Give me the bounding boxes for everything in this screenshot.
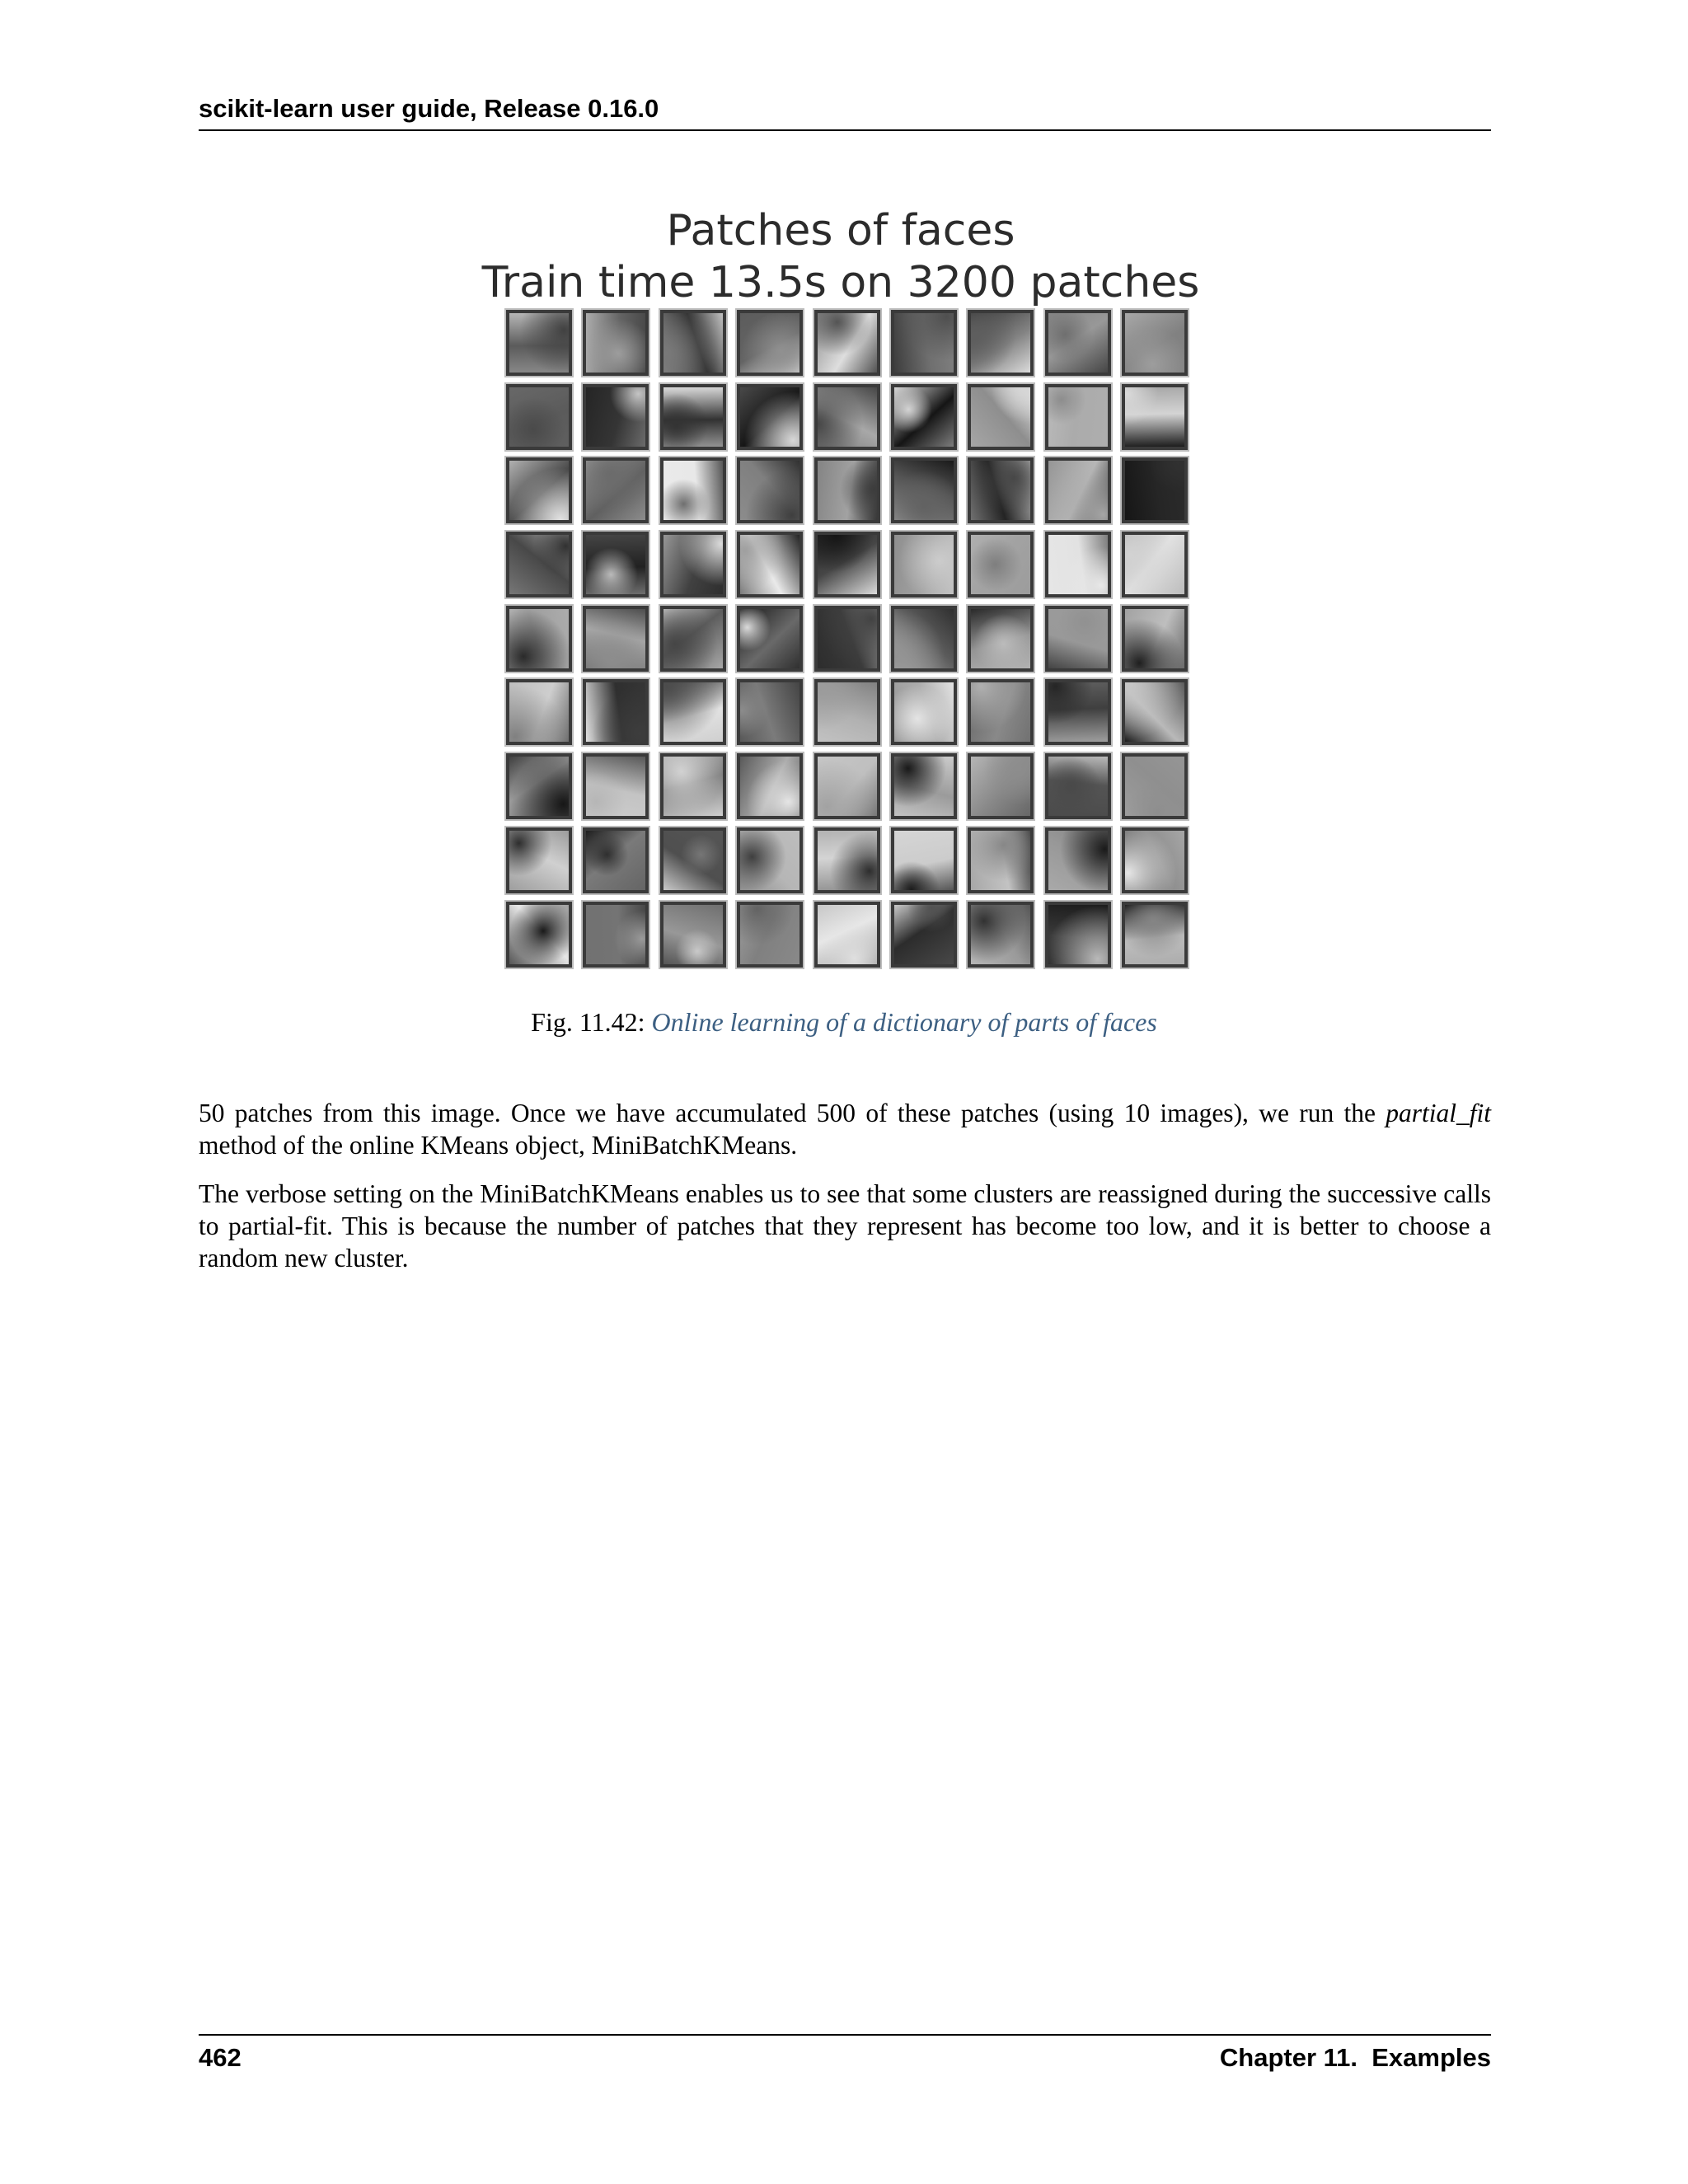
figure-caption — [330, 1005, 1358, 1038]
face-patch — [1045, 827, 1111, 893]
face-patch — [891, 753, 957, 819]
footer-rule — [199, 2034, 1491, 2036]
face-patch — [583, 902, 649, 968]
face-patch — [737, 310, 803, 376]
face-patch — [506, 457, 572, 523]
face-patch — [968, 457, 1034, 523]
face-patch — [583, 753, 649, 819]
face-patch — [737, 606, 803, 672]
paragraph-1-text-a: 50 patches from this image. Once we have accumulated 500 of these patches (using 10 images), we run the — [199, 1099, 1386, 1127]
face-patch — [506, 532, 572, 598]
face-patch — [506, 606, 572, 672]
face-patch — [814, 457, 880, 523]
face-patch — [1122, 606, 1188, 672]
face-patch — [968, 384, 1034, 450]
face-patch — [583, 532, 649, 598]
face-patch — [660, 606, 726, 672]
face-patch — [583, 679, 649, 745]
chapter-label: Chapter 11. Examples — [1219, 2043, 1491, 2072]
face-patch — [737, 902, 803, 968]
face-patch — [1045, 457, 1111, 523]
face-patch — [737, 457, 803, 523]
face-patch — [891, 457, 957, 523]
face-patch — [1122, 902, 1188, 968]
face-patch — [1045, 384, 1111, 450]
figure-title-line-2: Train time 13.5s on 3200 patches — [481, 258, 1200, 307]
face-patch — [660, 679, 726, 745]
face-patch — [506, 384, 572, 450]
face-patch — [814, 384, 880, 450]
face-patch — [891, 827, 957, 893]
face-patch — [1045, 606, 1111, 672]
face-patch — [1122, 310, 1188, 376]
face-patch — [968, 753, 1034, 819]
face-patch — [737, 532, 803, 598]
paragraph-1-text-b: method of the online KMeans object, MiniBatchKMeans. — [199, 1131, 798, 1160]
partial-fit-term: partial_fit — [1386, 1099, 1491, 1127]
face-patch — [968, 902, 1034, 968]
face-patch — [1045, 753, 1111, 819]
face-patch — [1122, 827, 1188, 893]
face-patch — [506, 679, 572, 745]
face-patch — [1045, 532, 1111, 598]
face-patch — [814, 827, 880, 893]
face-patch — [583, 310, 649, 376]
face-patch — [814, 310, 880, 376]
face-patch — [1045, 902, 1111, 968]
paragraph-2: The verbose setting on the MiniBatchKMeans enables us to see that some clusters are reassigned during the successive calls to partial-fit. This is because the number of patches that they represent has become too low, and it is better to choose a random new cluster. — [199, 1179, 1491, 1272]
face-patch — [968, 679, 1034, 745]
face-patch — [737, 753, 803, 819]
face-patch — [891, 532, 957, 598]
header-rule — [199, 129, 1491, 131]
face-patch — [583, 457, 649, 523]
face-patch — [660, 310, 726, 376]
caption-label: Fig. 11.42: — [531, 1007, 652, 1037]
face-patch — [1122, 532, 1188, 598]
face-patch — [506, 827, 572, 893]
face-patch — [814, 753, 880, 819]
page-number: 462 — [199, 2043, 241, 2072]
face-patch — [660, 753, 726, 819]
face-patch — [737, 827, 803, 893]
face-patch — [1122, 457, 1188, 523]
paragraph-1 — [199, 1097, 1491, 1161]
face-patch — [1122, 753, 1188, 819]
face-patch — [814, 606, 880, 672]
face-patch — [660, 457, 726, 523]
face-patch — [660, 384, 726, 450]
face-patch — [583, 606, 649, 672]
face-patch — [660, 827, 726, 893]
face-patch — [583, 384, 649, 450]
face-patch — [660, 532, 726, 598]
face-patch — [583, 827, 649, 893]
patch-grid — [506, 310, 1188, 968]
face-patch — [506, 310, 572, 376]
face-patch — [660, 902, 726, 968]
face-patch — [891, 606, 957, 672]
face-patch — [891, 679, 957, 745]
face-patch — [1122, 384, 1188, 450]
face-patch — [506, 753, 572, 819]
caption-link[interactable]: Online learning of a dictionary of parts of faces — [651, 1007, 1157, 1037]
face-patch — [814, 679, 880, 745]
face-patch — [814, 532, 880, 598]
face-patch — [1122, 679, 1188, 745]
running-header: scikit-learn user guide, Release 0.16.0 — [199, 94, 659, 123]
face-patch — [506, 902, 572, 968]
face-patch — [968, 606, 1034, 672]
face-patch — [968, 532, 1034, 598]
face-patch — [968, 827, 1034, 893]
face-patch — [891, 384, 957, 450]
face-patch — [814, 902, 880, 968]
figure-title-line-1: Patches of faces — [666, 206, 1015, 255]
face-patch — [737, 679, 803, 745]
face-patch — [1045, 310, 1111, 376]
face-patch — [737, 384, 803, 450]
face-patch — [1045, 679, 1111, 745]
face-patch — [891, 902, 957, 968]
face-patch — [891, 310, 957, 376]
face-patch — [968, 310, 1034, 376]
